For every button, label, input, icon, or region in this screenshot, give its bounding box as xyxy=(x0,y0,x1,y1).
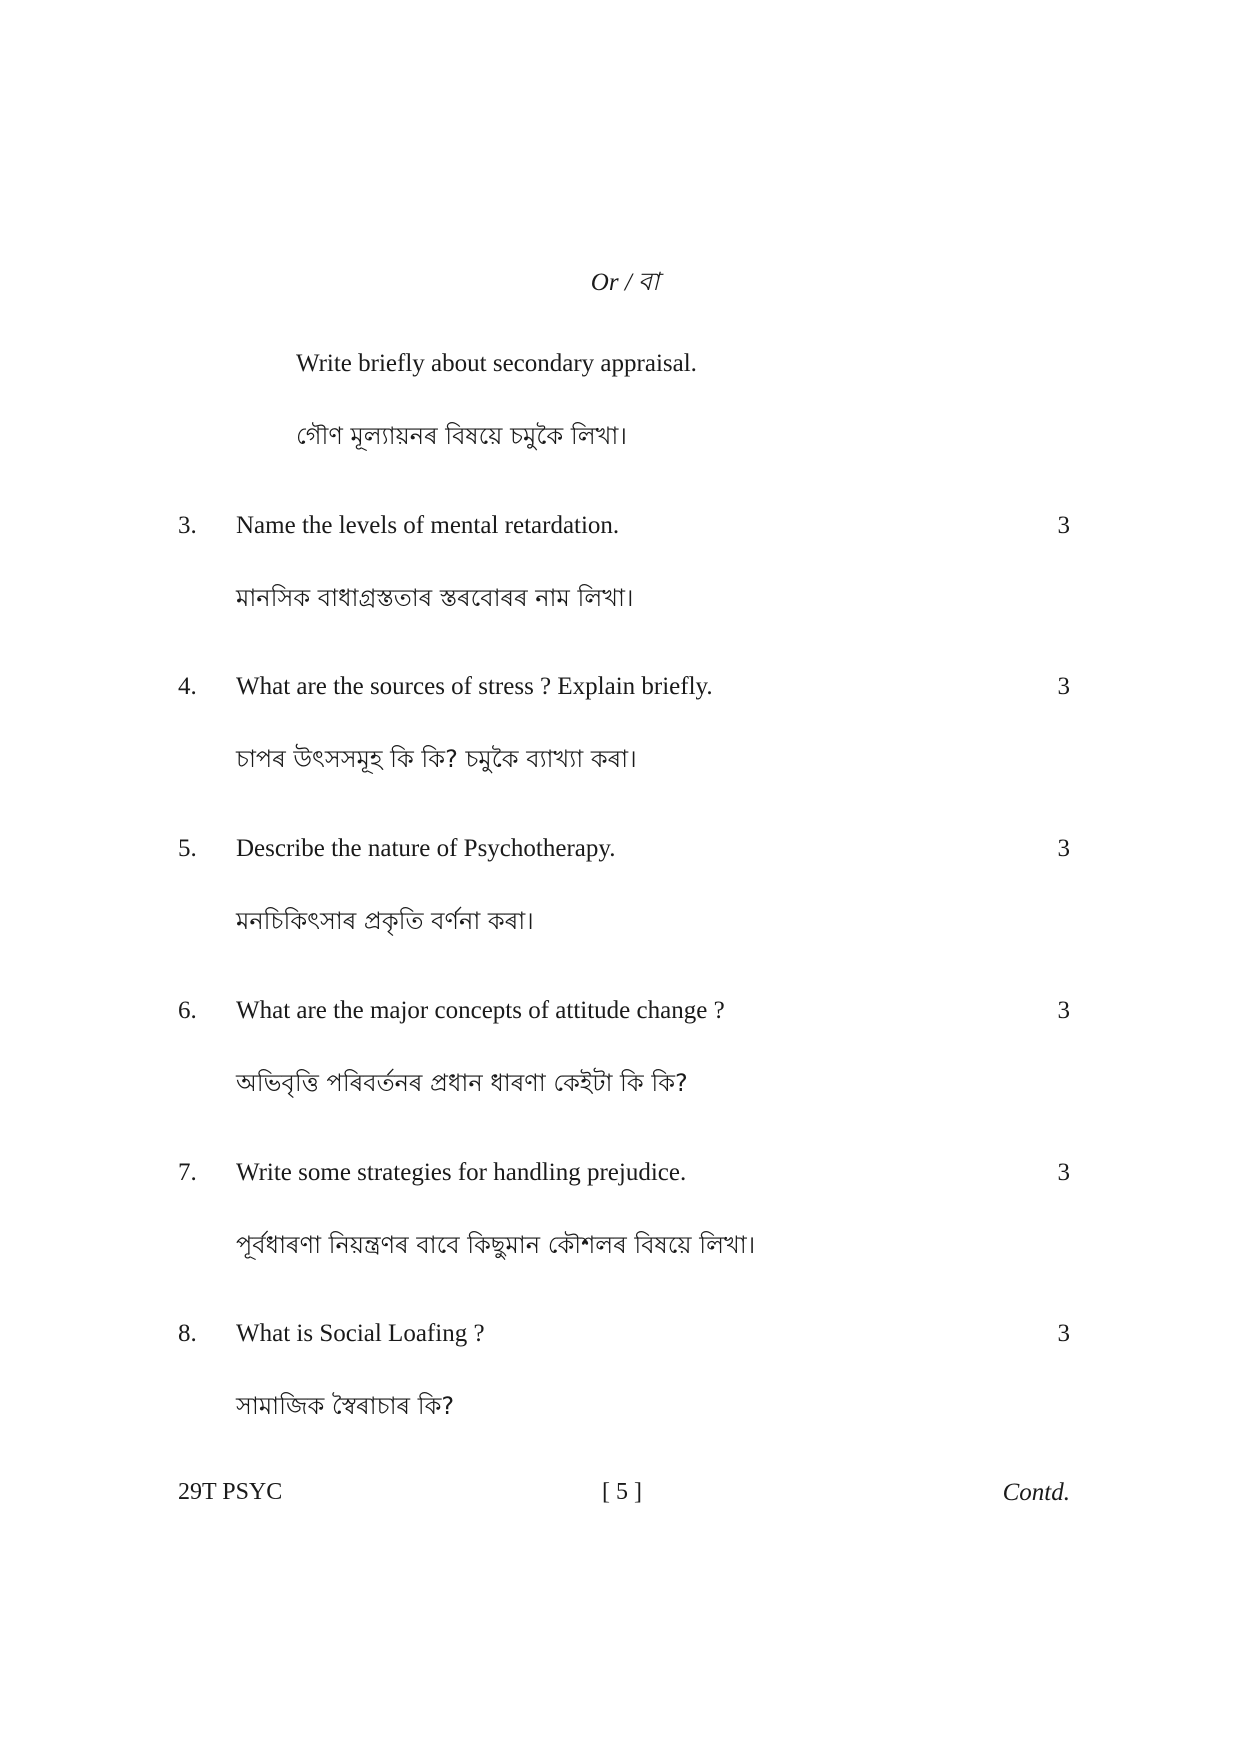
question-text-english: Describe the nature of Psychotherapy. xyxy=(236,835,616,862)
question-text-english: What are the sources of stress ? Explain briefly. xyxy=(236,673,713,700)
alternative-question-english: Write briefly about secondary appraisal. xyxy=(296,350,697,377)
question-text-english: Name the levels of mental retardation. xyxy=(236,512,620,539)
question-number: 5. xyxy=(178,835,197,862)
question-text-assamese: পূৰ্বধাৰণা নিয়ন্ত্ৰণৰ বাবে কিছুমান কৌশলৰ বিষয়ে লিখা। xyxy=(236,1231,756,1259)
question-number: 4. xyxy=(178,673,197,700)
question-text-assamese: মনচিকিৎসাৰ প্ৰকৃতি বৰ্ণনা কৰা। xyxy=(236,907,534,935)
question-marks: 3 xyxy=(1057,997,1070,1024)
question-marks: 3 xyxy=(1057,1159,1070,1186)
question-marks: 3 xyxy=(1057,1320,1070,1347)
question-text-assamese: চাপৰ উৎসসমূহ কি কি? চমুকৈ ব্যাখ্যা কৰা। xyxy=(236,745,637,773)
question-marks: 3 xyxy=(1057,512,1070,539)
question-number: 8. xyxy=(178,1320,197,1347)
question-text-assamese: মানসিক বাধাগ্ৰস্ততাৰ স্তৰবোৰৰ নাম লিখা। xyxy=(236,584,634,612)
question-marks: 3 xyxy=(1057,673,1070,700)
page-number: [ 5 ] xyxy=(602,1479,642,1505)
question-text-english: What are the major concepts of attitude change ? xyxy=(236,997,725,1024)
question-text-english: Write some strategies for handling prejudice. xyxy=(236,1159,687,1186)
question-number: 3. xyxy=(178,512,197,539)
question-number: 7. xyxy=(178,1159,197,1186)
paper-code: 29T PSYC xyxy=(178,1479,283,1505)
or-heading: Or / বা xyxy=(590,269,660,296)
question-text-assamese: সামাজিক স্বৈৰাচাৰ কি? xyxy=(236,1392,455,1420)
question-number: 6. xyxy=(178,997,197,1024)
alternative-question-assamese: গৌণ মূল্যায়নৰ বিষয়ে চমুকৈ লিখা। xyxy=(296,422,627,450)
question-text-assamese: অভিবৃত্তি পৰিবৰ্তনৰ প্ৰধান ধাৰণা কেইটা কি কি? xyxy=(236,1069,688,1097)
question-marks: 3 xyxy=(1057,835,1070,862)
continued-label: Contd. xyxy=(1002,1479,1070,1506)
question-text-english: What is Social Loafing ? xyxy=(236,1320,485,1347)
